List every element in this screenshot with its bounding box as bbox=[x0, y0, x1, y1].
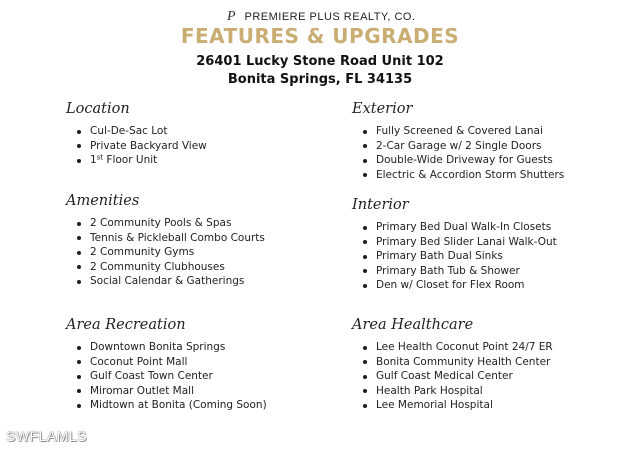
list-item: Primary Bed Slider Lanai Walk-Out bbox=[352, 235, 557, 250]
list-item: Private Backyard View bbox=[66, 139, 207, 154]
list-item: Coconut Point Mall bbox=[66, 355, 267, 370]
list-item: Cul-De-Sac Lot bbox=[66, 124, 207, 139]
exterior-list bbox=[352, 124, 564, 182]
amenities-section bbox=[66, 192, 265, 289]
list-item: Double-Wide Driveway for Guests bbox=[352, 153, 564, 168]
list-item: Lee Health Coconut Point 24/7 ER bbox=[352, 340, 553, 355]
list-item: Primary Bath Dual Sinks bbox=[352, 249, 557, 264]
healthcare-heading: Area Healthcare bbox=[352, 317, 474, 333]
mls-watermark: SWFLAMLS bbox=[6, 428, 88, 444]
recreation-list bbox=[66, 340, 267, 413]
list-item: Electric & Accordion Storm Shutters bbox=[352, 168, 564, 183]
list-item: 2 Community Gyms bbox=[66, 245, 265, 260]
list-item: 2 Community Pools & Spas bbox=[66, 216, 265, 231]
location-list bbox=[66, 124, 207, 168]
exterior-section bbox=[352, 100, 564, 182]
location-heading: Location bbox=[66, 101, 130, 117]
list-item: Gulf Coast Medical Center bbox=[352, 369, 553, 384]
list-item: Lee Memorial Hospital bbox=[352, 398, 553, 413]
floor-ordinal: st bbox=[96, 153, 104, 162]
interior-section bbox=[352, 196, 557, 293]
address-line-2: Bonita Springs, FL 34135 bbox=[227, 72, 413, 87]
list-item: Tennis & Pickleball Combo Courts bbox=[66, 231, 265, 246]
brand-name: PREMIERE PLUS REALTY, CO. bbox=[244, 11, 416, 23]
list-item: Fully Screened & Covered Lanai bbox=[352, 124, 564, 139]
list-item: Primary Bed Dual Walk-In Closets bbox=[352, 220, 557, 235]
recreation-section bbox=[66, 316, 267, 413]
floor-text: Floor Unit bbox=[103, 154, 158, 166]
brand-header bbox=[0, 9, 640, 25]
list-item: Social Calendar & Gatherings bbox=[66, 274, 265, 289]
amenities-list bbox=[66, 216, 265, 289]
page-title: FEATURES & UPGRADES bbox=[180, 24, 460, 48]
list-item: Miromar Outlet Mall bbox=[66, 384, 267, 399]
address-line-1: 26401 Lucky Stone Road Unit 102 bbox=[196, 54, 444, 69]
list-item: Midtown at Bonita (Coming Soon) bbox=[66, 398, 267, 413]
list-item: 2 Community Clubhouses bbox=[66, 260, 265, 275]
list-item: Downtown Bonita Springs bbox=[66, 340, 267, 355]
exterior-heading: Exterior bbox=[352, 101, 413, 117]
list-item-floor bbox=[66, 153, 207, 168]
healthcare-list bbox=[352, 340, 553, 413]
list-item: Gulf Coast Town Center bbox=[66, 369, 267, 384]
healthcare-section bbox=[352, 316, 553, 413]
brand-logo-icon: P bbox=[226, 9, 237, 24]
list-item: Den w/ Closet for Flex Room bbox=[352, 278, 557, 293]
list-item: 2-Car Garage w/ 2 Single Doors bbox=[352, 139, 564, 154]
recreation-heading: Area Recreation bbox=[66, 317, 186, 333]
interior-list bbox=[352, 220, 557, 293]
list-item: Bonita Community Health Center bbox=[352, 355, 553, 370]
floor-number: 1 bbox=[90, 154, 97, 166]
list-item: Primary Bath Tub & Shower bbox=[352, 264, 557, 279]
amenities-heading: Amenities bbox=[66, 193, 140, 209]
location-section bbox=[66, 100, 207, 168]
interior-heading: Interior bbox=[352, 197, 409, 213]
list-item: Health Park Hospital bbox=[352, 384, 553, 399]
